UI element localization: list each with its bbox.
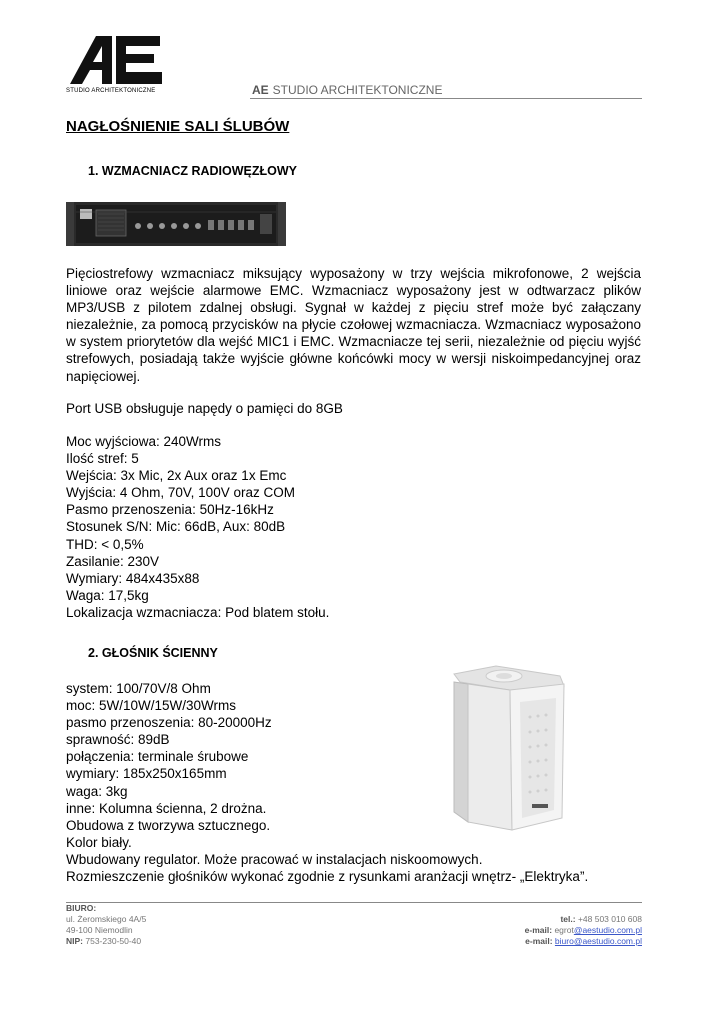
- section-heading-speaker: 2. GŁOŚNIK ŚCIENNY: [88, 646, 218, 660]
- footer-divider: [66, 902, 642, 903]
- header-brand-rest: STUDIO ARCHITEKTONICZNE: [272, 83, 443, 97]
- nip-label: NIP:: [66, 936, 83, 946]
- section-heading-amplifier: 1. WZMACNIACZ RADIOWĘZŁOWY: [88, 164, 298, 178]
- spec-line: Zasilanie: 230V: [66, 553, 160, 569]
- email1-label: e-mail:: [524, 925, 553, 935]
- tel-value: +48 503 010 608: [577, 914, 642, 924]
- spec-line: THD: < 0,5%: [66, 536, 144, 552]
- spec-line: Pasmo przenoszenia: 50Hz-16kHz: [66, 502, 274, 518]
- spec-line: Stosunek S/N: Mic: 66dB, Aux: 80dB: [66, 519, 286, 535]
- spec-line: Obudowa z tworzywa sztucznego.: [66, 817, 271, 833]
- email2-link[interactable]: biuro@aestudio.com.pl: [554, 936, 642, 946]
- header-divider: [250, 98, 642, 99]
- spec-line: waga: 3kg: [66, 783, 128, 799]
- spec-line: Ilość stref: 5: [66, 451, 139, 467]
- footer-address: [66, 903, 146, 947]
- header-brand: [252, 83, 442, 97]
- spec-line: pasmo przenoszenia: 80-20000Hz: [66, 715, 272, 731]
- logo-subtitle: STUDIO ARCHITEKTONICZNE: [66, 88, 156, 94]
- usb-note: Port USB obsługuje napędy o pamięci do 8GB: [66, 401, 343, 416]
- speaker-specs: [66, 680, 588, 885]
- spec-line: Wymiary: 484x435x88: [66, 570, 200, 586]
- spec-line: system: 100/70V/8 Ohm: [66, 681, 211, 696]
- spec-line: moc: 5W/10W/15W/30Wrms: [66, 698, 237, 714]
- spec-line: Wejścia: 3x Mic, 2x Aux oraz 1x Emc: [66, 468, 287, 484]
- email1-prefix: egrot: [554, 925, 574, 935]
- street: ul. Żeromskiego 4A/5: [66, 914, 147, 924]
- spec-line: Moc wyjściowa: 240Wrms: [66, 434, 222, 449]
- nip-value: 753-230-50-40: [85, 936, 142, 946]
- page-title: NAGŁOŚNIENIE SALI ŚLUBÓW: [66, 118, 290, 135]
- company-logo: [62, 32, 172, 96]
- email1-link[interactable]: @aestudio.com.pl: [573, 925, 642, 935]
- spec-line: inne: Kolumna ścienna, 2 drożna.: [66, 800, 267, 816]
- spec-line: Wbudowany regulator. Może pracować w instalacjach niskoomowych.: [66, 851, 483, 867]
- spec-line: Lokalizacja wzmacniacza: Pod blatem stołu.: [66, 604, 330, 620]
- amplifier-image: [66, 196, 286, 252]
- spec-line: Wyjścia: 4 Ohm, 70V, 100V oraz COM: [66, 485, 295, 501]
- amplifier-specs: [66, 433, 329, 621]
- spec-line: Kolor biały.: [66, 834, 132, 850]
- amplifier-description: Pięciostrefowy wzmacniacz miksujący wyposażony w trzy wejścia mikrofonowe, 2 wejścia liniowe oraz wejście alarmowe EMC. Wzmacniacz wyposażony jest w odtwarzacz plików MP3/USB z pilotem zdalnej obsługi. Sygnał w każdej z pięciu stref może być załączany niezależnie, za pomocą przycisków na płycie czołowej wzmacniacza. Wzmacniacz wyposażono w system priorytetów dla wejść MIC1 i EMC. Wzmacniacze tej serii, niezależnie od pięciu wyjść strefowych, posiadają także wyjście główne końcówki mocy w wersji niskoimpedancyjnej oraz napięciowej.: [66, 266, 641, 384]
- spec-line: wymiary: 185x250x165mm: [66, 766, 227, 782]
- header-brand-bold: AE: [252, 83, 269, 97]
- spec-line: sprawność: 89dB: [66, 732, 170, 748]
- tel-label: tel.:: [560, 914, 576, 924]
- spec-line: połączenia: terminale śrubowe: [66, 749, 249, 765]
- city: 49-100 Niemodlin: [66, 925, 133, 935]
- office-label: BIURO:: [66, 903, 97, 913]
- spec-line: Waga: 17,5kg: [66, 587, 149, 603]
- footer-contact: [525, 914, 642, 947]
- spec-line: Rozmieszczenie głośników wykonać zgodnie z rysunkami aranżacji wnętrz- „Elektryka”.: [66, 869, 589, 885]
- email2-label: e-mail:: [525, 936, 553, 946]
